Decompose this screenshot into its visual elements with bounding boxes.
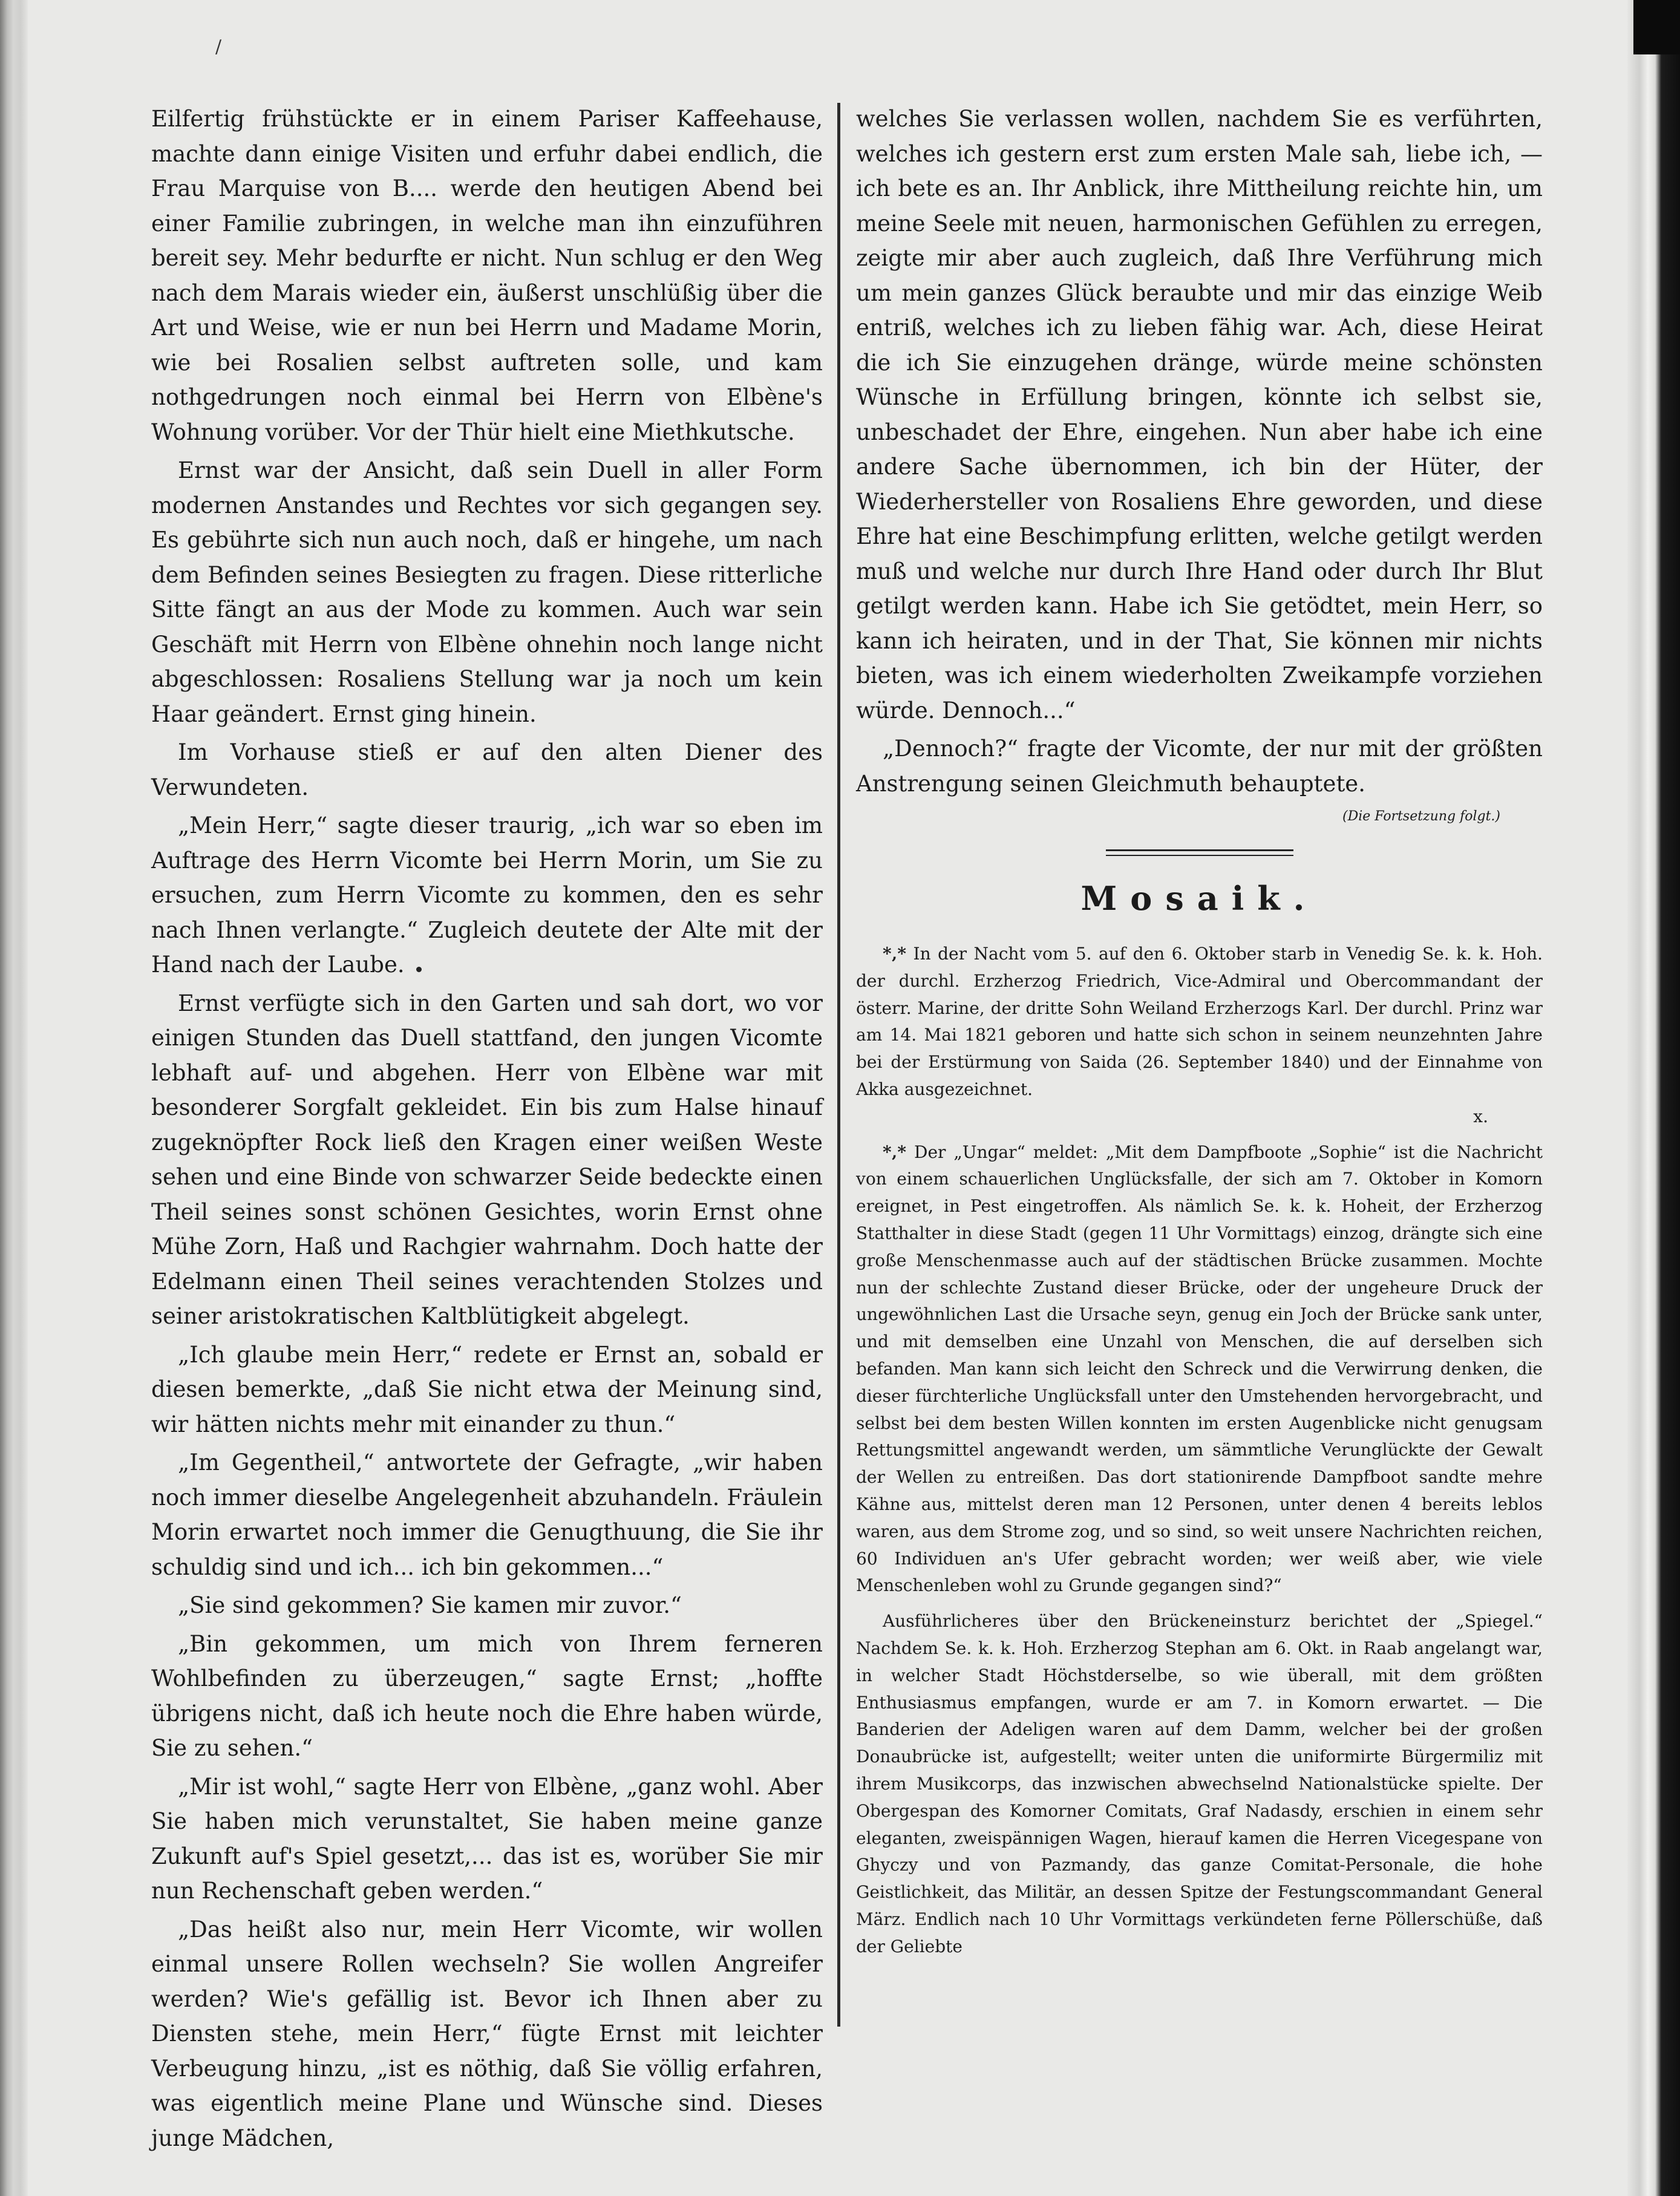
news-item [856,1608,1543,1960]
news-text: Ausführlicheres über den Brückeneinsturz berichtet der „Spiegel.“ Nachdem Se. k. k. Hoh. Erzherzog Stephan am 6. Okt. in Raab angelangt war, in welcher Stadt Höchstderselbe, so wie überall, mit dem größten Enthusiasmus empfangen, wurde er am 7. in Komorn erwartet. — Die Banderien der Adeligen waren auf dem Damm, welcher bei der großen Donaubrücke ist, aufgestellt; weiter unten die uniformirte Bürgermiliz mit ihrem Musikcorps, das inzwischen abwechselnd Nationalstücke spielte. Der Obergespan des Komorner Comitats, Graf Nadasdy, erschien in einem sehr eleganten, zweispännigen Wagen, hierauf kamen die Herren Vicegespane von Ghyczy und von Pazmandy, das ganze Comitat-Personale, die hohe Geistlichkeit, das Militär, an dessen Spitze der Festungscommandant General März. Endlich nach 10 Uhr Vormittags verkündeten ferne Pöllerschüße, daß der Geliebte [856,1611,1543,1956]
paragraph: „Mir ist wohl,“ sagte Herr von Elbène, „ganz wohl. Aber Sie haben mich verunstaltet, Sie haben meine ganze Zukunft auf's Spiel gesetzt,... das ist es, worüber Sie mir nun Rechenschaft geben werden.“ [151,1773,823,1904]
continuation-note: (Die Fortsetzung folgt.) [1342,809,1500,824]
print-speck [416,967,422,972]
paragraph: „Ich glaube mein Herr,“ redete er Ernst an, sobald er diesen bemerkte, „daß Sie nicht etwa der Meinung sind, wir hätten nichts mehr mit einander zu thun.“ [151,1341,823,1437]
news-item [856,1139,1543,1600]
news-text: Der „Ungar“ meldet: „Mit dem Dampfboote „Sophie“ ist die Nachricht von einem schauerlichen Unglücksfalle, der sich am 7. Oktober in Komorn ereignet, in Pest eingetroffen. Als nämlich Se. k. k. Hoheit, der Erzherzog Statthalter in diese Stadt (gegen 11 Uhr Vormittags) einzog, drängte sich eine große Menschenmasse auch auf der städtischen Brücke zusammen. Mochte nun der schlechte Zustand dieser Brücke, oder der ungeheure Druck der ungewöhnlichen Last die Ursache seyn, genug ein Joch der Brücke sank unter, und mit demselben eine Unzahl von Menschen, die auf derselben sich befanden. Man kann sich leicht den Schreck und die Verwirrung denken, die dieser fürchterliche Unglücksfall unter den Umstehenden hervorgebracht, und selbst bei dem besten Willen konnten im ersten Augenblicke nicht genugsam Rettungsmittel angewandt werden, um sämmtliche Verunglückte der Gewalt der Wellen zu entreißen. Das dort stationirende Dampfboot sandte mehre Kähne aus, mittelst deren man 12 Personen, unter denen 4 bereits leblos waren, aus dem Strome zog, und so sind, so weit unsere Nachrichten reichen, 60 Individuen an's Ufer gebracht worden; wer weiß aber, wie viele Menschenleben wohl zu Grunde gegangen sind?“ [856,1142,1543,1596]
news-marker: *‚* [883,944,907,964]
news-marker: *‚* [883,1142,907,1162]
paragraph: „Im Gegentheil,“ antwortete der Gefragte, „wir haben noch immer dieselbe Angelegenheit abzuhandeln. Fräulein Morin erwartet noch immer die Genugthuung, die Sie ihr schuldig sind und ich... ich bin gekommen...“ [151,1449,823,1580]
paragraph: welches Sie verlassen wollen, nachdem Sie es verführten, welches ich gestern erst zum ersten Male sah, liebe ich, — ich bete es an. Ihr Anblick, ihre Mittheilung reichte hin, um meine Seele mit neuen, harmonischen Gefühlen zu erregen, zeigte mir aber auch zugleich, daß Ihre Verführung mich um mein ganzes Glück beraubte und mir das einzige Weib entriß, welches ich zu lieben fähig war. Ach, diese Heirat die ich Sie einzugehen dränge, würde meine schönsten Wünsche in Erfüllung bringen, könnte ich selbst sie, unbeschadet der Ehre, eingehen. Nun aber habe ich eine andere Sache übernommen, ich bin der Hüter, der Wiederhersteller von Rosaliens Ehre geworden, und diese Ehre hat eine Beschimpfung erlitten, welche getilgt werden muß und welche nur durch Ihre Hand oder durch Ihr Blut getilgt werden kann. Habe ich Sie getödtet, mein Herr, so kann ich heiraten, und in der That, Sie können mir nichts bieten, was ich einem wiederholten Zweikampfe vorziehen würde. Dennoch...“ [856,106,1543,724]
section-title: Mosaik. [1080,879,1318,918]
news-text: In der Nacht vom 5. auf den 6. Oktober starb in Venedig Se. k. k. Hoh. der durchl. Erzherzog Friedrich, Vice-Admiral und Obercommandant der österr. Marine, der dritte Sohn Weiland Erzherzogs Karl. Der durchl. Prinz war am 14. Mai 1821 geboren und hatte sich schon in seinem neunzehnten Jahre bei der Erstürmung von Saida (26. September 1840) und der Einnahme von Akka ausgezeichnet. [856,944,1543,1099]
paragraph: Eilfertig frühstückte er in einem Pariser Kaffeehause, machte dann einige Visiten und erfuhr dabei endlich, die Frau Marquise von B.... werde den heutigen Abend bei einer Familie zubringen, in welche man ihn einzuführen bereit sey. Mehr bedurfte er nicht. Nun schlug er den Weg nach dem Marais wieder ein, äußerst unschlüßig über die Art und Weise, wie er nun bei Herrn und Madame Morin, wie bei Rosalien selbst auftreten solle, und kam nothgedrungen noch einmal bei Herrn von Elbène's Wohnung vorüber. Vor der Thür hielt eine Miethkutsche. [151,106,823,445]
paragraph: „Sie sind gekommen? Sie kamen mir zuvor.“ [178,1592,682,1618]
column-divider [837,103,840,2027]
left-column [151,102,823,2159]
paragraph: „Dennoch?“ fragte der Vicomte, der nur mit der größten Anstrengung seinen Gleichmuth behauptete. [856,736,1543,797]
page-left-edge [0,0,28,2196]
page-right-edge [1627,0,1680,2196]
page-mark: / [215,36,222,57]
news-signature: x. [1473,1106,1488,1126]
news-item [856,941,1543,1131]
scan-corner-shadow [1633,0,1680,54]
news-section [856,941,1543,1960]
paragraph: Ernst war der Ansicht, daß sein Duell in aller Form modernen Anstandes und Rechtes vor sich gegangen sey. Es gebührte sich nun auch noch, daß er hingehe, um nach dem Befinden seines Besiegten zu fragen. Diese ritterliche Sitte fängt an aus der Mode zu kommen. Auch war sein Geschäft mit Herrn von Elbène ohnehin noch lange nicht abgeschlossen: Rosaliens Stellung war ja noch um kein Haar geändert. Ernst ging hinein. [151,457,823,727]
right-column [856,102,1543,1969]
paragraph: „Bin gekommen, um mich von Ihrem ferneren Wohlbefinden zu überzeugen,“ sagte Ernst; „hoffte übrigens nicht, daß ich heute noch die Ehre haben würde, Sie zu sehen.“ [151,1630,823,1761]
paragraph: „Mein Herr,“ sagte dieser traurig, „ich war so eben im Auftrage des Herrn Vicomte bei Herrn Morin, um Sie zu ersuchen, zum Herrn Vicomte zu kommen, den es sehr nach Ihnen verlangte.“ Zugleich deutete der Alte mit der Hand nach der Laube. [151,812,823,978]
section-rule [1106,849,1293,856]
paragraph: Ernst verfügte sich in den Garten und sah dort, wo vor einigen Stunden das Duell stattfand, den jungen Vicomte lebhaft auf- und abgehen. Herr von Elbène war mit besonderer Sorgfalt gekleidet. Ein bis zum Halse hinauf zugeknöpfter Rock ließ den Kragen einer weißen Weste sehen und eine Binde von schwarzer Seide bedeckte einen Theil seines sonst schönen Gesichtes, worin Ernst ohne Mühe Zorn, Haß und Rachgier wahrnahm. Doch hatte der Edelmann einen Theil seines verachtenden Stolzes und seiner aristokratischen Kaltblütigkeit abgelegt. [151,990,823,1329]
paragraph: „Das heißt also nur, mein Herr Vicomte, wir wollen einmal unsere Rollen wechseln? Sie wollen Angreifer werden? Wie's gefällig ist. Bevor ich Ihnen aber zu Diensten stehe, mein Herr,“ fügte Ernst mit leichter Verbeugung hinzu, „ist es nöthig, daß Sie völlig erfahren, was eigentlich meine Plane und Wünsche sind. Dieses junge Mädchen, [151,1916,823,2151]
paragraph: Im Vorhause stieß er auf den alten Diener des Verwundeten. [151,739,823,800]
